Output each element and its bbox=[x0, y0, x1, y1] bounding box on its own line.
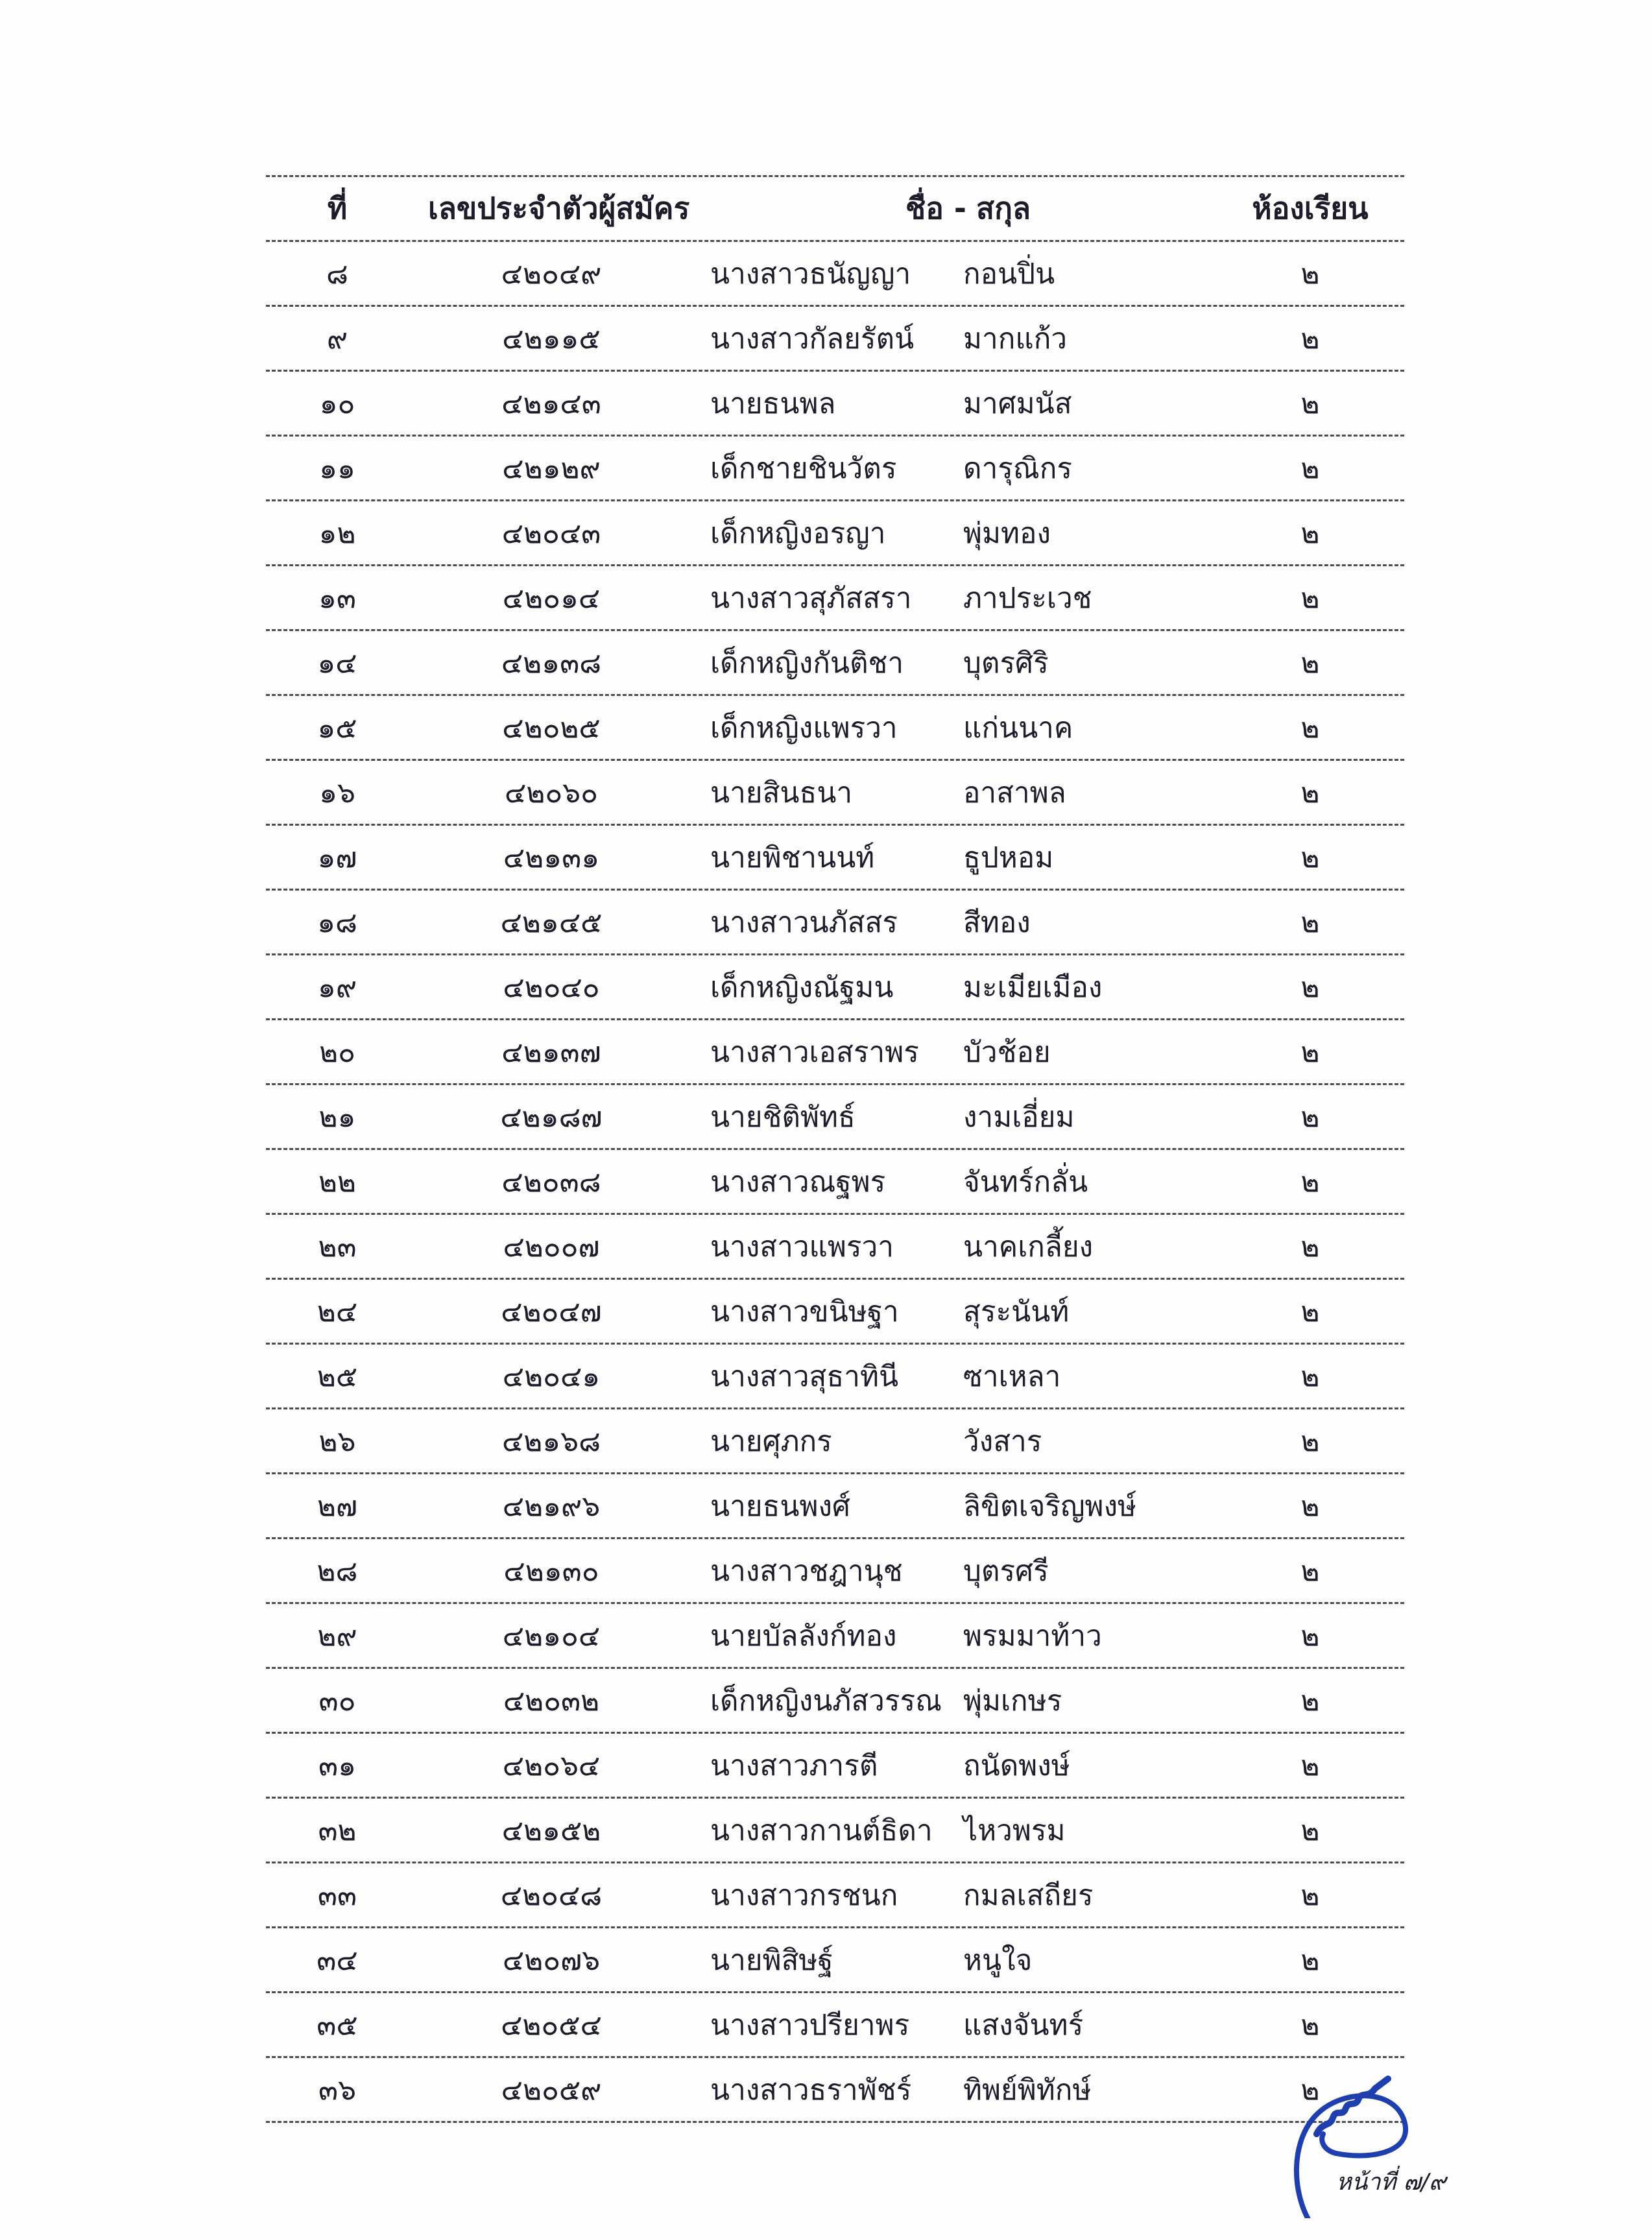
cell-last-name: บัวช้อย bbox=[963, 1035, 1051, 1069]
table-header-row bbox=[266, 177, 1404, 240]
cell-first-name: นางสาวธราพัชร์ bbox=[710, 2073, 912, 2107]
table-row bbox=[266, 761, 1404, 824]
cell-first-name: นายสินธนา bbox=[710, 776, 853, 809]
cell-no: ๓๖ bbox=[318, 2073, 356, 2107]
table-row bbox=[266, 437, 1404, 499]
cell-last-name: บุตรศิริ bbox=[963, 646, 1049, 680]
cell-last-name: ซาเหลา bbox=[963, 1359, 1061, 1393]
row-divider bbox=[266, 2121, 1404, 2123]
cell-applicant-id: ๔๒๐๔๘ bbox=[500, 1878, 603, 1912]
cell-applicant-id: ๔๒๐๔๓ bbox=[501, 516, 601, 550]
cell-applicant-id: ๔๒๑๒๙ bbox=[502, 451, 601, 485]
cell-applicant-id: ๔๒๐๖๐ bbox=[505, 776, 598, 809]
table-row bbox=[266, 1993, 1404, 2056]
cell-first-name: นางสาวแพรวา bbox=[710, 1230, 894, 1263]
cell-first-name: เด็กหญิงแพรวา bbox=[710, 711, 898, 745]
cell-room: ๒ bbox=[1300, 970, 1320, 1004]
cell-no: ๑๓ bbox=[318, 581, 356, 615]
cell-room: ๒ bbox=[1300, 387, 1320, 420]
cell-no: ๓๔ bbox=[317, 1943, 358, 1977]
cell-applicant-id: ๔๒๑๘๗ bbox=[500, 1100, 603, 1134]
cell-room: ๒ bbox=[1300, 1814, 1320, 1847]
cell-no: ๑๗ bbox=[317, 841, 357, 874]
header-applicant-id: เลขประจำตัวผู้สมัคร bbox=[428, 191, 690, 226]
cell-applicant-id: ๔๒๑๖๘ bbox=[501, 1424, 601, 1458]
table-row bbox=[266, 1020, 1404, 1083]
cell-room: ๒ bbox=[1300, 711, 1320, 745]
cell-first-name: เด็กหญิงนภัสวรรณ bbox=[710, 1684, 942, 1718]
table-row bbox=[266, 955, 1404, 1018]
cell-last-name: แก่นนาค bbox=[963, 711, 1073, 745]
table-row bbox=[266, 1539, 1404, 1602]
cell-no: ๑๕ bbox=[317, 711, 357, 745]
cell-room: ๒ bbox=[1300, 1100, 1320, 1134]
cell-last-name: ไหวพรม bbox=[963, 1814, 1066, 1847]
cell-first-name: นายธนพล bbox=[710, 387, 836, 420]
cell-no: ๘ bbox=[326, 257, 348, 291]
cell-last-name: มะเมียเมือง bbox=[963, 970, 1103, 1004]
cell-applicant-id: ๔๒๐๕๔ bbox=[501, 2008, 602, 2042]
cell-first-name: นางสาวธนัญญา bbox=[710, 257, 911, 291]
table-row bbox=[266, 1734, 1404, 1797]
header-no: ที่ bbox=[327, 191, 348, 226]
cell-applicant-id: ๔๒๐๖๔ bbox=[502, 1749, 601, 1782]
table-row bbox=[266, 891, 1404, 953]
cell-room: ๒ bbox=[1300, 1295, 1320, 1328]
cell-first-name: นายบัลลังก์ทอง bbox=[710, 1619, 897, 1653]
cell-first-name: นางสาวกัลยรัตน์ bbox=[710, 322, 915, 355]
cell-last-name: มาศมนัส bbox=[963, 387, 1072, 420]
cell-first-name: นางสาวปรียาพร bbox=[710, 2008, 910, 2042]
cell-first-name: นายธนพงศ์ bbox=[710, 1489, 850, 1523]
cell-first-name: นางสาวกานต์ธิดา bbox=[710, 1814, 933, 1847]
cell-last-name: กมลเสถียร bbox=[963, 1878, 1094, 1912]
cell-last-name: ดารุณิกร bbox=[963, 451, 1073, 485]
cell-last-name: ถนัดพงษ์ bbox=[963, 1749, 1070, 1782]
cell-first-name: นางสาวกรชนก bbox=[710, 1878, 898, 1912]
cell-room: ๒ bbox=[1300, 1035, 1320, 1069]
cell-no: ๓๑ bbox=[318, 1749, 356, 1782]
table-row bbox=[266, 1150, 1404, 1213]
cell-last-name: สุระนันท์ bbox=[963, 1295, 1070, 1328]
cell-applicant-id: ๔๒๐๔๑ bbox=[502, 1359, 601, 1393]
table-row bbox=[266, 1280, 1404, 1343]
table-row bbox=[266, 242, 1404, 305]
header-last-name: สกุล bbox=[976, 191, 1031, 226]
cell-applicant-id: ๔๒๐๔๗ bbox=[501, 1295, 602, 1328]
cell-last-name: ทิพย์พิทักษ์ bbox=[963, 2073, 1092, 2107]
cell-last-name: พุ่มเกษร bbox=[963, 1684, 1062, 1718]
table-row bbox=[266, 1345, 1404, 1407]
cell-no: ๒๘ bbox=[317, 1554, 358, 1588]
cell-first-name: นางสาวขนิษฐา bbox=[710, 1295, 899, 1328]
cell-first-name: เด็กหญิงอรญา bbox=[710, 516, 886, 550]
cell-room: ๒ bbox=[1300, 1554, 1320, 1588]
cell-no: ๓๕ bbox=[317, 2008, 358, 2042]
header-room: ห้องเรียน bbox=[1252, 191, 1369, 226]
cell-no: ๒๐ bbox=[319, 1035, 355, 1069]
cell-no: ๒๑ bbox=[318, 1100, 356, 1134]
cell-room: ๒ bbox=[1300, 1684, 1320, 1718]
cell-no: ๒๙ bbox=[317, 1619, 357, 1653]
cell-no: ๑๖ bbox=[319, 776, 355, 809]
cell-room: ๒ bbox=[1300, 516, 1320, 550]
cell-applicant-id: ๔๒๐๓๘ bbox=[501, 1165, 601, 1199]
page-number: หน้าที่ ๗/๙ bbox=[1336, 2169, 1446, 2196]
applicant-roster-table bbox=[266, 175, 1404, 2123]
cell-last-name: สีทอง bbox=[963, 905, 1031, 939]
table-row bbox=[266, 1669, 1404, 1732]
cell-room: ๒ bbox=[1300, 1943, 1320, 1977]
cell-room: ๒ bbox=[1300, 1619, 1320, 1653]
cell-first-name: นางสาวภารตี bbox=[710, 1749, 878, 1782]
header-first-name: ชื่อ - bbox=[905, 191, 966, 226]
cell-applicant-id: ๔๒๑๙๖ bbox=[502, 1489, 601, 1523]
table-row bbox=[266, 307, 1404, 370]
cell-no: ๑๐ bbox=[319, 387, 355, 420]
cell-applicant-id: ๔๒๑๓๐ bbox=[503, 1554, 599, 1588]
cell-last-name: ภาประเวช bbox=[963, 581, 1092, 615]
cell-room: ๒ bbox=[1300, 581, 1320, 615]
cell-first-name: นางสาวชฎานุช bbox=[710, 1554, 903, 1588]
cell-no: ๒๔ bbox=[317, 1295, 358, 1328]
cell-room: ๒ bbox=[1300, 841, 1320, 874]
cell-last-name: หนูใจ bbox=[963, 1943, 1033, 1977]
table-body bbox=[266, 242, 1404, 2123]
cell-last-name: อาสาพล bbox=[963, 776, 1066, 809]
cell-applicant-id: ๔๒๐๓๒ bbox=[503, 1684, 600, 1718]
cell-first-name: นางสาวสุภัสสรา bbox=[710, 581, 912, 615]
cell-no: ๑๒ bbox=[318, 516, 356, 550]
table-row bbox=[266, 826, 1404, 889]
cell-room: ๒ bbox=[1300, 776, 1320, 809]
cell-applicant-id: ๔๒๑๓๑ bbox=[503, 841, 600, 874]
cell-applicant-id: ๔๒๐๑๔ bbox=[502, 581, 601, 615]
cell-last-name: ลิขิตเจริญพงษ์ bbox=[963, 1489, 1137, 1523]
cell-last-name: บุตรศรี bbox=[963, 1554, 1049, 1588]
table-row bbox=[266, 2058, 1404, 2121]
table-row bbox=[266, 1863, 1404, 1926]
table-row bbox=[266, 1215, 1404, 1278]
table-row bbox=[266, 1928, 1404, 1991]
cell-last-name: พุ่มทอง bbox=[963, 516, 1051, 550]
cell-room: ๒ bbox=[1300, 1165, 1320, 1199]
cell-room: ๒ bbox=[1300, 1878, 1320, 1912]
cell-room: ๒ bbox=[1300, 2008, 1320, 2042]
cell-first-name: นายชิติพัทธ์ bbox=[710, 1100, 856, 1134]
cell-applicant-id: ๔๒๐๐๗ bbox=[503, 1230, 600, 1263]
cell-first-name: นางสาวสุธาทินี bbox=[710, 1359, 899, 1393]
cell-applicant-id: ๔๒๐๕๙ bbox=[501, 2073, 602, 2107]
cell-applicant-id: ๔๒๐๗๖ bbox=[502, 1943, 601, 1977]
cell-last-name: มากแก้ว bbox=[963, 322, 1068, 355]
cell-room: ๒ bbox=[1300, 1749, 1320, 1782]
cell-no: ๒๓ bbox=[318, 1230, 357, 1263]
cell-no: ๙ bbox=[326, 322, 348, 355]
cell-no: ๒๗ bbox=[317, 1489, 358, 1523]
cell-no: ๑๘ bbox=[317, 905, 357, 939]
cell-no: ๒๖ bbox=[318, 1424, 356, 1458]
cell-no: ๓๓ bbox=[317, 1878, 357, 1912]
cell-room: ๒ bbox=[1300, 1230, 1320, 1263]
cell-last-name: แสงจันทร์ bbox=[963, 2008, 1084, 2042]
cell-no: ๒๕ bbox=[317, 1359, 358, 1393]
cell-no: ๑๙ bbox=[317, 970, 357, 1004]
table-row bbox=[266, 1409, 1404, 1472]
cell-last-name: จันทร์กลั่น bbox=[963, 1165, 1088, 1199]
cell-room: ๒ bbox=[1300, 322, 1320, 355]
cell-first-name: นางสาวนภัสสร bbox=[710, 905, 898, 939]
cell-first-name: เด็กหญิงกันติชา bbox=[710, 646, 904, 680]
cell-applicant-id: ๔๒๑๐๔ bbox=[502, 1619, 601, 1653]
cell-first-name: นางสาวณฐพร bbox=[710, 1165, 886, 1199]
cell-first-name: นางสาวเอสราพร bbox=[710, 1035, 919, 1069]
cell-first-name: นายพิชานนท์ bbox=[710, 841, 875, 874]
cell-room: ๒ bbox=[1300, 646, 1320, 680]
table-row bbox=[266, 1474, 1404, 1537]
cell-applicant-id: ๔๒๐๔๙ bbox=[501, 257, 602, 291]
cell-room: ๒ bbox=[1300, 257, 1320, 291]
cell-room: ๒ bbox=[1300, 2073, 1320, 2107]
cell-last-name: กอนปิ่น bbox=[963, 257, 1055, 291]
cell-applicant-id: ๔๒๑๔๕ bbox=[500, 905, 603, 939]
cell-no: ๑๑ bbox=[319, 451, 355, 485]
cell-applicant-id: ๔๒๑๕๒ bbox=[501, 1814, 601, 1847]
table-row bbox=[266, 372, 1404, 435]
table-row bbox=[266, 696, 1404, 759]
cell-applicant-id: ๔๒๑๑๕ bbox=[502, 322, 601, 355]
cell-last-name: วังสาร bbox=[963, 1424, 1042, 1458]
cell-last-name: นาคเกลี้ยง bbox=[963, 1230, 1094, 1263]
table-row bbox=[266, 1085, 1404, 1148]
cell-no: ๓๐ bbox=[318, 1684, 356, 1718]
cell-room: ๒ bbox=[1300, 1489, 1320, 1523]
cell-last-name: งามเอี่ยม bbox=[963, 1100, 1075, 1134]
cell-last-name: ธูปหอม bbox=[963, 841, 1054, 874]
cell-applicant-id: ๔๒๐๔๐ bbox=[503, 970, 600, 1004]
cell-first-name: นายศุภกร bbox=[710, 1424, 832, 1458]
cell-first-name: นายพิสิษฐ์ bbox=[710, 1943, 833, 1977]
cell-first-name: เด็กชายชินวัตร bbox=[710, 451, 897, 485]
cell-no: ๓๒ bbox=[318, 1814, 357, 1847]
cell-last-name: พรมมาท้าว bbox=[963, 1619, 1102, 1653]
table-row bbox=[266, 1799, 1404, 1862]
cell-room: ๒ bbox=[1300, 1359, 1320, 1393]
table-row bbox=[266, 566, 1404, 629]
table-row bbox=[266, 1604, 1404, 1667]
cell-room: ๒ bbox=[1300, 451, 1320, 485]
cell-applicant-id: ๔๒๑๓๗ bbox=[501, 1035, 601, 1069]
table-row bbox=[266, 501, 1404, 564]
cell-no: ๑๔ bbox=[317, 646, 357, 680]
cell-room: ๒ bbox=[1300, 905, 1320, 939]
table-row bbox=[266, 631, 1404, 694]
cell-no: ๒๒ bbox=[318, 1165, 356, 1199]
cell-applicant-id: ๔๒๐๒๕ bbox=[502, 711, 601, 745]
cell-applicant-id: ๔๒๑๓๘ bbox=[501, 646, 602, 680]
cell-first-name: เด็กหญิงณัฐมน bbox=[710, 970, 894, 1004]
cell-applicant-id: ๔๒๑๔๓ bbox=[501, 387, 601, 420]
cell-room: ๒ bbox=[1300, 1424, 1320, 1458]
